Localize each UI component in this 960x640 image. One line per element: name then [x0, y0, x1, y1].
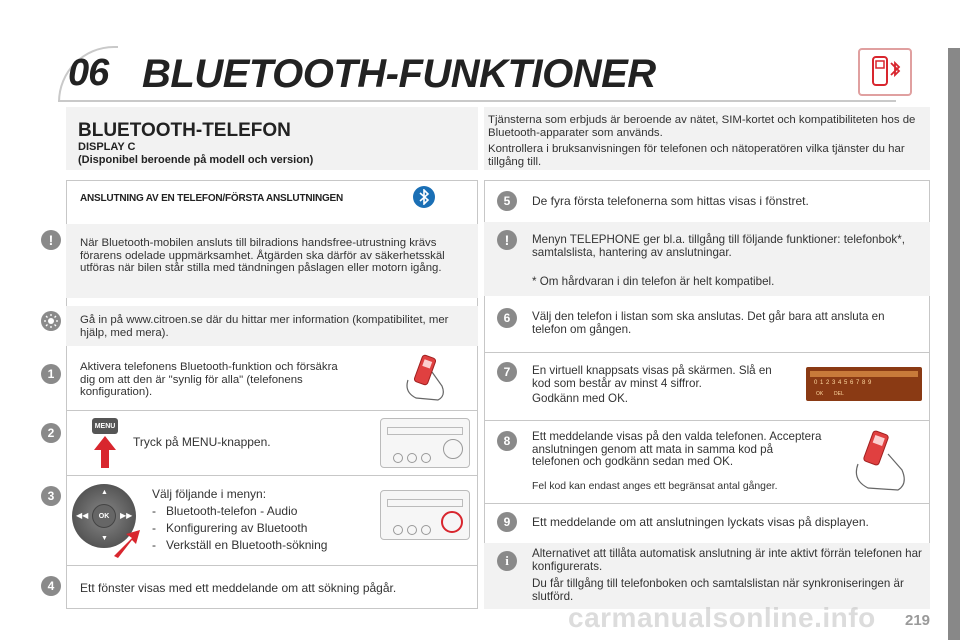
intro-text-2: Kontrollera i bruksanvisningen för telefonen och nätoperatören vilka tjänster du har tillgång till.: [488, 143, 905, 168]
step-7-text: En virtuell knappsats visas på skärmen. Slå en kod som består av minst 4 siffror.: [532, 364, 772, 390]
step-3-badge: 3: [41, 486, 61, 506]
arrow-down-small-icon: ▼: [101, 535, 108, 542]
arrow-diagonal-icon: [112, 528, 142, 558]
tip-text: Gå in på www.citroen.se där du hittar mer information (kompatibilitet, mer hjälp, med mera).: [80, 314, 449, 339]
phone-bluetooth-icon: [858, 48, 912, 96]
phone-hand-icon: [838, 424, 924, 496]
arrow-right-small-icon: ▶▶: [120, 511, 133, 520]
step-9-text: Ett meddelande om att anslutningen lyckats visas på displayen.: [532, 515, 869, 529]
phone-hand-icon: [398, 350, 454, 404]
radio-unit: [380, 490, 470, 540]
warning-text: När Bluetooth-mobilen ansluts till bilradions handsfree-utrustning krävs förarens odelade uppmärksamhet. Åtgärden ska därför av säkerhetsskäl utföras när bilen står stilla med tändningen påslagen eller motorn igång.: [80, 237, 445, 274]
list-item: - Bluetooth-telefon - Audio: [152, 504, 298, 518]
sun-icon: [41, 311, 61, 331]
step-8-badge: 8: [497, 431, 517, 451]
step-1-badge: 1: [41, 364, 61, 384]
info-text-2: Du får tillgång till telefonboken och samtalslistan när synkroniseringen är slutförd.: [532, 577, 904, 603]
info-text-1: Alternativet att tillåta automatisk anslutning är inte aktivt förrän telefonen har konfigurerats.: [532, 547, 922, 573]
step-8-text: Ett meddelande visas på den valda telefonen. Acceptera anslutningen genom att mata in samma kod på telefonen och godkänn sedan med OK.: [532, 430, 822, 468]
radio-unit: [380, 418, 470, 468]
virtual-keypad-screen: [806, 367, 922, 401]
step-9-badge: 9: [497, 512, 517, 532]
keypad-del: DEL: [834, 391, 844, 397]
keypad-ok: OK: [816, 391, 824, 397]
arrow-up-small-icon: ▲: [101, 489, 108, 496]
step-4-text: Ett fönster visas med ett meddelande om att sökning pågår.: [80, 581, 397, 595]
menu-button-icon: MENU: [92, 418, 118, 434]
connection-header: ANSLUTNING AV EN TELEFON/FÖRSTA ANSLUTNINGEN: [80, 193, 344, 204]
divider: [484, 352, 930, 353]
step-1-text: Aktivera telefonens Bluetooth-funktion och försäkra dig om att den är "synlig för alla" (telefonens konfiguration).: [80, 361, 338, 398]
page-title: BLUETOOTH-FUNKTIONER: [142, 52, 656, 96]
telephone-menu-text: Menyn TELEPHONE ger bl.a. tillgång till följande funktioner: telefonbok*, samtalslista, hantering av anslutningar.: [532, 233, 905, 259]
compatibility-note: * Om hårdvaran i din telefon är helt kompatibel.: [532, 275, 775, 288]
warning-icon: !: [497, 230, 517, 250]
step-3-text: Välj följande i menyn:: [152, 487, 267, 501]
step-6-badge: 6: [497, 308, 517, 328]
section-title: BLUETOOTH-TELEFON: [78, 120, 291, 141]
step-5-text: De fyra första telefonerna som hittas visas i fönstret.: [532, 194, 809, 208]
intro-text-1: Tjänsterna som erbjuds är beroende av nätet, SIM-kortet och kompatibiliteten hos de Bluetooth-apparater som används.: [488, 114, 916, 139]
page-number: 219: [905, 612, 931, 629]
step-5-badge: 5: [497, 191, 517, 211]
menu-path-list: [152, 503, 327, 554]
divider: [66, 410, 478, 411]
step-4-badge: 4: [41, 576, 61, 596]
side-tab: [948, 48, 960, 640]
divider: [484, 420, 930, 421]
divider: [66, 565, 478, 566]
step-8-note: Fel kod kan endast anges ett begränsat antal gånger.: [532, 481, 778, 492]
info-icon: i: [497, 551, 517, 571]
divider: [66, 475, 478, 476]
availability-line: (Disponibel beroende på modell och version): [78, 154, 314, 166]
step-2-badge: 2: [41, 423, 61, 443]
ok-button-icon: OK: [92, 504, 116, 528]
bluetooth-icon: [413, 186, 435, 208]
step-2-text: Tryck på MENU-knappen.: [133, 435, 271, 449]
step-6-text: Välj den telefon i listan som ska anslutas. Det går bara att ansluta en telefon om gången.: [532, 310, 885, 336]
step-7-badge: 7: [497, 362, 517, 382]
divider: [484, 503, 930, 504]
list-item: - Verkställ en Bluetooth-sökning: [152, 538, 328, 552]
watermark: carmanualsonline.info: [568, 602, 876, 633]
warning-icon: !: [41, 230, 61, 250]
arrow-left-small-icon: ◀◀: [76, 511, 89, 520]
display-line: DISPLAY C: [78, 141, 136, 153]
list-item: - Konfigurering av Bluetooth: [152, 521, 308, 535]
chapter-number: 06: [68, 52, 109, 94]
keypad-digits: 0 1 2 3 4 5 6 7 8 9: [814, 380, 872, 386]
display-info: [78, 141, 313, 167]
step-7-confirm: Godkänn med OK.: [532, 392, 629, 405]
arrow-up-icon: [94, 436, 116, 468]
header-rule: [58, 100, 896, 102]
